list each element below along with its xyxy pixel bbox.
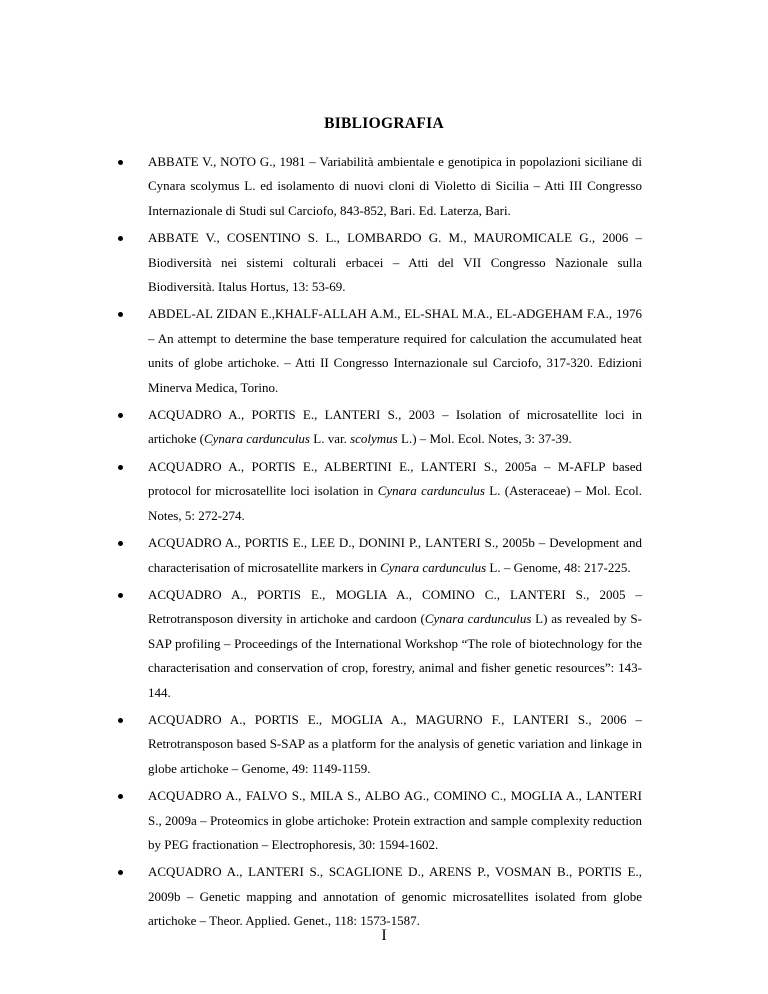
species-name: scolymus <box>350 431 398 447</box>
species-name: Cynara cardunculus <box>377 483 485 499</box>
reference-text: ACQUADRO A., PORTIS E., MOGLIA A., COMINO C., LANTERI S., 2005 – Retrotransposon diversity in artichoke and cardoon ( <box>148 586 642 627</box>
bullet-icon <box>118 583 124 607</box>
reference-text: ABBATE V., COSENTINO S. L., LOMBARDO G. M., MAUROMICALE G., 2006 – Biodiversità nei sistemi colturali erbacei – Atti del VII Congresso Nazionale sulla Biodiversità. Italus Hortus, 13: 53-69. <box>148 230 642 295</box>
reference-text: ACQUADRO A., PORTIS E., MOGLIA A., MAGURNO F., LANTERI S., 2006 – Retrotransposon based S-SAP as a platform for the analysis of genetic variation and linkage in globe artichoke – Genome, 49: 1149-1159. <box>148 711 642 776</box>
reference-entry <box>148 583 642 705</box>
reference-entry <box>148 403 642 452</box>
reference-entry <box>148 784 642 857</box>
bullet-icon <box>118 784 124 808</box>
reference-entry <box>148 302 642 400</box>
species-name: Cynara cardunculus <box>424 611 532 627</box>
species-name: Cynara cardunculus <box>203 431 310 447</box>
bullet-icon <box>118 531 124 555</box>
reference-entry <box>148 860 642 933</box>
reference-entry <box>148 455 642 528</box>
reference-entry <box>148 226 642 299</box>
bullet-icon <box>118 708 124 732</box>
page-title: BIBLIOGRAFIA <box>324 115 444 132</box>
species-name: Cynara cardunculus <box>380 559 487 575</box>
reference-text: ACQUADRO A., LANTERI S., SCAGLIONE D., ARENS P., VOSMAN B., PORTIS E., 2009b – Genetic mapping and annotation of genomic microsatellites isolated from globe artichoke – Theor. Applied. Genet., 118: 1573-1587. <box>148 864 642 929</box>
reference-text: ACQUADRO A., PORTIS E., ALBERTINI E., LANTERI S., 2005a – M-AFLP based protocol for microsatellite loci isolation in <box>148 458 642 499</box>
bullet-icon <box>118 226 124 250</box>
reference-text: ACQUADRO A., PORTIS E., LANTERI S., 2003 – Isolation of microsatellite loci in artichoke ( <box>148 407 642 447</box>
bullet-icon <box>118 860 124 884</box>
page-number: I <box>381 927 387 944</box>
bullet-icon <box>118 455 124 479</box>
bullet-icon <box>118 302 124 326</box>
reference-text: ACQUADRO A., FALVO S., MILA S., ALBO AG., COMINO C., MOGLIA A., LANTERI S., 2009a – Proteomics in globe artichoke: Protein extraction and sample complexity reduction by PEG fractionation – Electrophoresis, 30: 1594-1602. <box>148 788 642 852</box>
reference-text: L) as revealed by S-SAP profiling – Proceedings of the International Workshop “The role of biotechnology for the characterisation and conservation of crop, forestry, animal and fisher genetic resources”: 143-144. <box>148 611 642 700</box>
reference-entry <box>148 531 642 580</box>
reference-list <box>148 150 642 937</box>
reference-text: L. (Asteraceae) – Mol. Ecol. Notes, 5: 272-274. <box>148 483 642 523</box>
reference-text: ABBATE V., NOTO G., 1981 – Variabilità ambientale e genotipica in popolazioni siciliane di Cynara scolymus L. ed isolamento di nuovi cloni di Violetto di Sicilia – Atti III Congresso Internazionale di Studi sul Carciofo, 843-852, Bari. Ed. Laterza, Bari. <box>148 154 642 218</box>
reference-entry <box>148 150 642 223</box>
reference-text: L. – Genome, 48: 217-225. <box>486 559 631 575</box>
reference-entry <box>148 708 642 781</box>
reference-text: L.) – Mol. Ecol. Notes, 3: 37-39. <box>397 431 572 447</box>
bullet-icon <box>118 150 124 174</box>
reference-text: L. var. <box>310 431 351 447</box>
reference-text: ACQUADRO A., PORTIS E., LEE D., DONINI P., LANTERI S., 2005b – Development and characterisation of microsatellite markers in <box>148 535 642 575</box>
bullet-icon <box>118 403 124 427</box>
reference-text: ABDEL-AL ZIDAN E.,KHALF-ALLAH A.M., EL-SHAL M.A., EL-ADGEHAM F.A., 1976 – An attempt to determine the base temperature required for calculation the accumulated heat units of globe artichoke. – Atti II Congresso Internazionale sul Carciofo, 317-320. Edizioni Minerva Medica, Torino. <box>148 306 642 395</box>
